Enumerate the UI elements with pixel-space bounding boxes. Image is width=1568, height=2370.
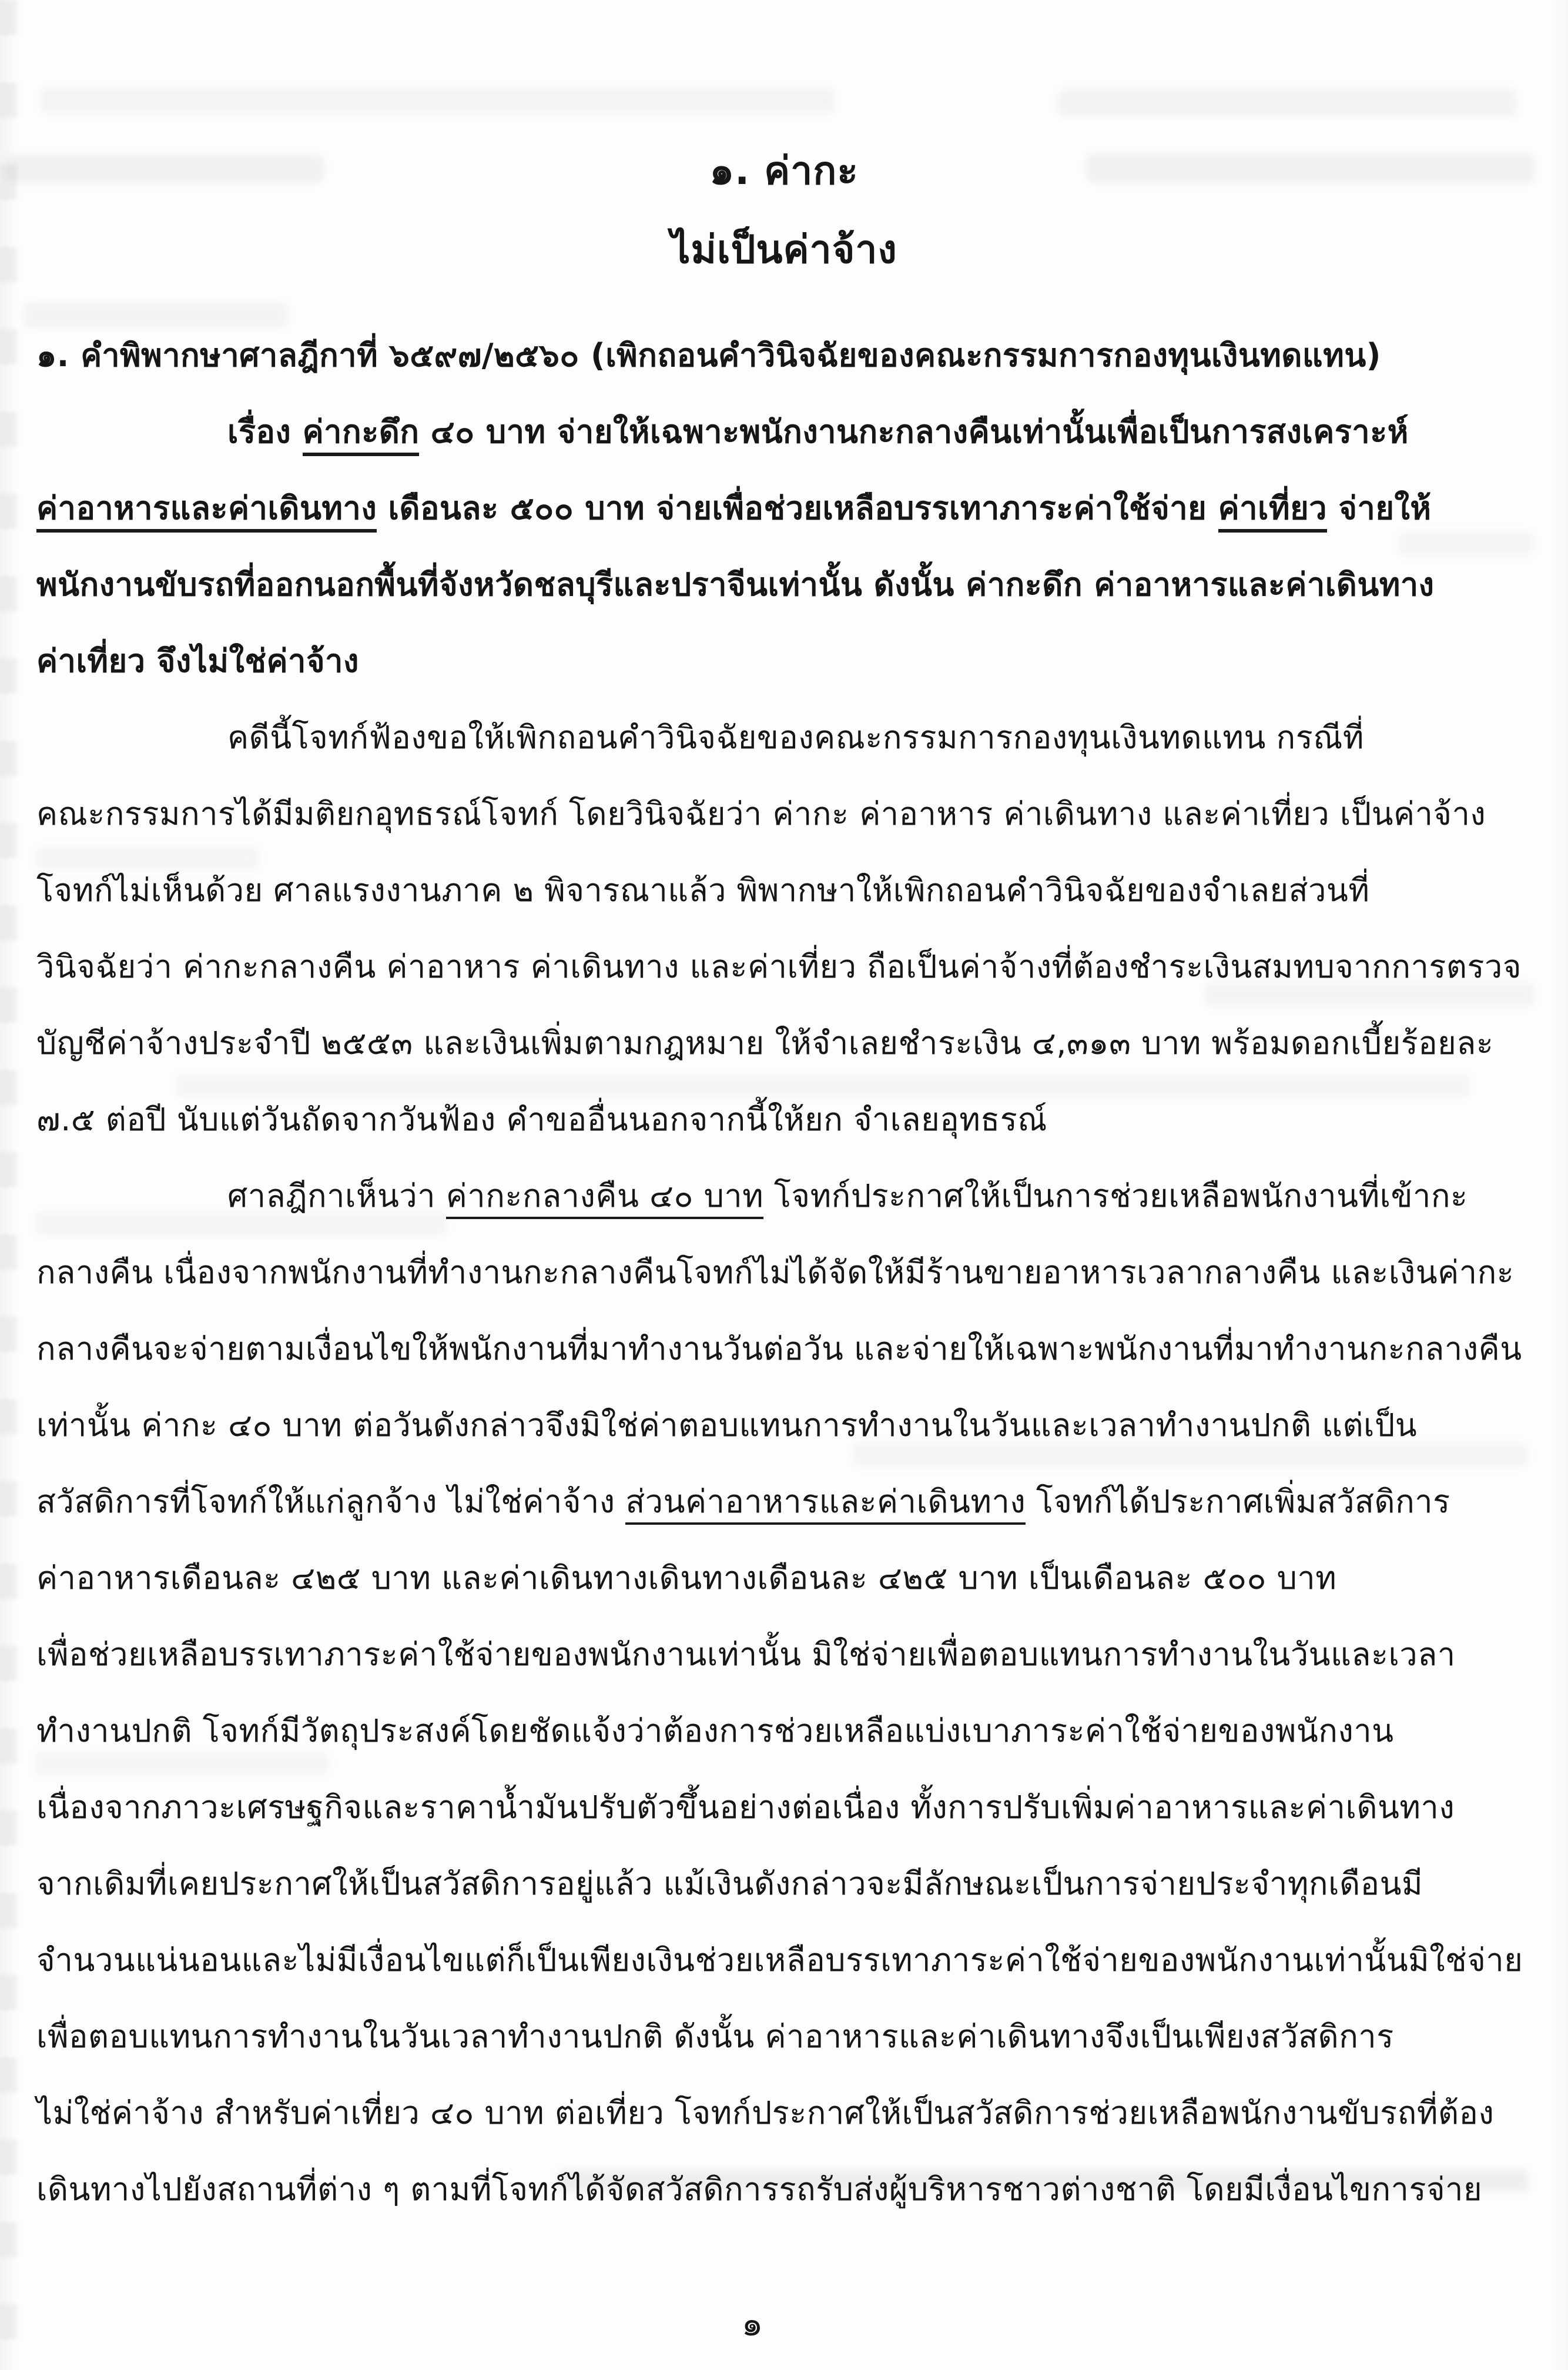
text-segment: เรื่อง: [227, 413, 303, 450]
text-segment: จำนวนแน่นอนและไม่มีเงื่อนไขแต่ก็เป็นเพียงเงินช่วยเหลือบรรเทาภาระค่าใช้จ่ายของพนักงานเท่านั้นมิใช่จ่าย: [36, 1941, 1523, 1979]
text-segment: ศาลฎีกาเห็นว่า: [227, 1177, 446, 1214]
page-subtitle: ไม่เป็นค่าจ้าง: [671, 227, 897, 272]
underlined-phrase: ค่ากะกลางคืน ๔๐ บาท: [446, 1177, 764, 1219]
text-line: [36, 1005, 1533, 1082]
text-line: [36, 1922, 1533, 1999]
text-line: [36, 1082, 1533, 1158]
text-segment: ๔๐ บาท จ่ายให้เฉพาะพนักงานกะกลางคืนเท่านั้นเพื่อเป็นการสงเคราะห์: [419, 413, 1409, 450]
text-line: [36, 2075, 1533, 2151]
text-segment: ๗.๕ ต่อปี นับแต่วันถัดจากวันฟ้อง คำขออื่นนอกจากนี้ให้ยก จำเลยอุทธรณ์: [36, 1101, 1047, 1138]
text-line: [36, 1540, 1533, 1616]
text-segment: คณะกรรมการได้มีมติยกอุทธรณ์โจทก์ โดยวินิจฉัยว่า ค่ากะ ค่าอาหาร ค่าเดินทาง และค่าเที่ยว เป็นค่าจ้าง: [36, 795, 1486, 832]
underlined-phrase: ค่าเที่ยว: [1218, 490, 1327, 533]
text-segment: พนักงานขับรถที่ออกนอกพื้นที่จังหวัดชลบุรีและปราจีนเท่านั้น ดังนั้น ค่ากะดึก ค่าอาหารและค่าเดินทาง: [36, 566, 1435, 603]
text-line: [36, 699, 1533, 776]
text-segment: สวัสดิการที่โจทก์ให้แก่ลูกจ้าง ไม่ใช่ค่าจ้าง: [36, 1483, 626, 1520]
text-segment: ค่าเที่ยว จึงไม่ใช่ค่าจ้าง: [36, 642, 359, 679]
text-line: [36, 1387, 1533, 1464]
page-title: ๑. ค่ากะ: [709, 148, 859, 193]
text-line: [36, 470, 1533, 547]
text-segment: โจทก์ได้ประกาศเพิ่มสวัสดิการ: [1026, 1483, 1450, 1520]
underlined-phrase: ส่วนค่าอาหารและค่าเดินทาง: [625, 1483, 1026, 1525]
text-line: [36, 1158, 1533, 1234]
text-line: [36, 1693, 1533, 1769]
underlined-phrase: ค่าอาหารและค่าเดินทาง: [36, 490, 377, 533]
text-segment: ทำงานปกติ โจทก์มีวัตถุประสงค์โดยชัดแจ้งว่าต้องการช่วยเหลือแบ่งเบาภาระค่าใช้จ่ายของพนักงาน: [36, 1712, 1394, 1749]
text-line: [36, 547, 1533, 623]
text-segment: จ่ายให้: [1327, 490, 1432, 527]
text-line: [36, 1616, 1533, 1693]
text-segment: จากเดิมที่เคยประกาศให้เป็นสวัสดิการอยู่แล้ว แม้เงินดังกล่าวจะมีลักษณะเป็นการจ่ายประจำทุกเดือนมี: [36, 1865, 1423, 1902]
text-segment: เท่านั้น ค่ากะ ๔๐ บาท ต่อวันดังกล่าวจึงมิใช่ค่าตอบแทนการทำงานในวันและเวลาทำงานปกติ แต่เป็น: [36, 1407, 1418, 1444]
text-segment: โจทก์ประกาศให้เป็นการช่วยเหลือพนักงานที่เข้ากะ: [763, 1177, 1468, 1214]
text-line: [36, 2151, 1533, 2228]
text-segment: บัญชีค่าจ้างประจำปี ๒๕๕๓ และเงินเพิ่มตามกฎหมาย ให้จำเลยชำระเงิน ๔,๓๑๓ บาท พร้อมดอกเบี้ยร้อยละ: [36, 1025, 1494, 1062]
text-line: [36, 776, 1533, 852]
text-line: [36, 929, 1533, 1005]
text-line: [36, 394, 1533, 470]
text-line: [36, 1999, 1533, 2075]
text-line: [36, 1234, 1533, 1311]
text-segment: เดือนละ ๕๐๐ บาท จ่ายเพื่อช่วยเหลือบรรเทาภาระค่าใช้จ่าย: [377, 490, 1218, 527]
judgment-body-text: [36, 317, 1533, 2228]
text-line: [36, 623, 1533, 699]
text-line: [36, 1311, 1533, 1387]
text-segment: กลางคืนจะจ่ายตามเงื่อนไขให้พนักงานที่มาทำงานวันต่อวัน และจ่ายให้เฉพาะพนักงานที่มาทำงานกะกลางคืน: [36, 1330, 1522, 1367]
text-segment: กลางคืน เนื่องจากพนักงานที่ทำงานกะกลางคืนโจทก์ไม่ได้จัดให้มีร้านขายอาหารเวลากลางคืน และเงินค่ากะ: [36, 1254, 1515, 1291]
text-line: [36, 1846, 1533, 1922]
text-line: [36, 317, 1533, 394]
text-segment: เนื่องจากภาวะเศรษฐกิจและราคาน้ำมันปรับตัวขึ้นอย่างต่อเนื่อง ทั้งการปรับเพิ่มค่าอาหารและค่าเดินทาง: [36, 1789, 1455, 1826]
text-segment: ค่าอาหารเดือนละ ๔๒๕ บาท และค่าเดินทางเดินทางเดือนละ ๔๒๕ บาท เป็นเดือนละ ๕๐๐ บาท: [36, 1559, 1337, 1596]
text-line: [36, 1464, 1533, 1540]
text-line: [36, 852, 1533, 929]
text-segment: ไม่ใช่ค่าจ้าง สำหรับค่าเที่ยว ๔๐ บาท ต่อเที่ยว โจทก์ประกาศให้เป็นสวัสดิการช่วยเหลือพนักงานขับรถที่ต้อง: [36, 2094, 1495, 2131]
text-segment: วินิจฉัยว่า ค่ากะกลางคืน ค่าอาหาร ค่าเดินทาง และค่าเที่ยว ถือเป็นค่าจ้างที่ต้องชำระเงินสมทบจากการตรวจ: [36, 948, 1522, 985]
text-segment: ๑. คำพิพากษาศาลฎีกาที่ ๖๕๙๗/๒๕๖๐ (เพิกถอนคำวินิจฉัยของคณะกรรมการกองทุนเงินทดแทน): [36, 337, 1381, 374]
underlined-phrase: ค่ากะดึก: [303, 413, 420, 456]
text-segment: โจทก์ไม่เห็นด้วย ศาลแรงงานภาค ๒ พิจารณาแล้ว พิพากษาให้เพิกถอนคำวินิจฉัยของจำเลยส่วนที่: [36, 872, 1370, 909]
page-number: ๑: [741, 2304, 763, 2344]
text-segment: คดีนี้โจทก์ฟ้องขอให้เพิกถอนคำวินิจฉัยของคณะกรรมการกองทุนเงินทดแทน กรณีที่: [227, 719, 1364, 756]
text-segment: เพื่อช่วยเหลือบรรเทาภาระค่าใช้จ่ายของพนักงานเท่านั้น มิใช่จ่ายเพื่อตอบแทนการทำงานในวันและเวลา: [36, 1636, 1456, 1673]
text-segment: เพื่อตอบแทนการทำงานในวันเวลาทำงานปกติ ดังนั้น ค่าอาหารและค่าเดินทางจึงเป็นเพียงสวัสดิการ: [36, 2018, 1394, 2055]
text-line: [36, 1769, 1533, 1846]
text-segment: เดินทางไปยังสถานที่ต่าง ๆ ตามที่โจทก์ได้จัดสวัสดิการรถรับส่งผู้บริหารชาวต่างชาติ โดยมีเงื่อนไขการจ่าย: [36, 2171, 1483, 2208]
